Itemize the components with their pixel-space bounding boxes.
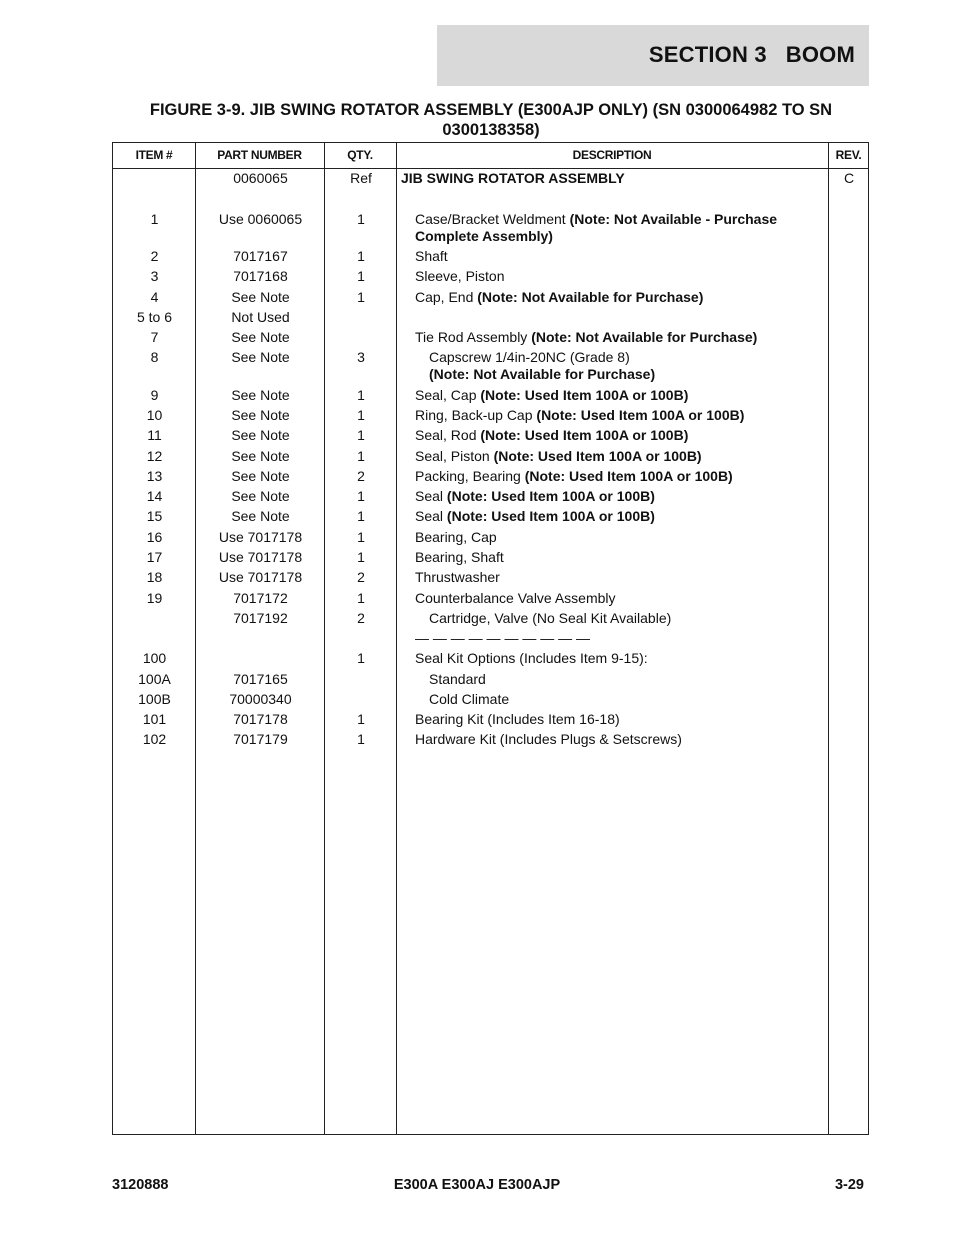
- description: [415, 211, 805, 245]
- description: [415, 711, 855, 728]
- description-text: Case/Bracket Weldment: [415, 211, 570, 227]
- description-note: (Note: Used Item 100A or 100B): [446, 488, 655, 504]
- description: [415, 508, 855, 525]
- quantity: 3: [357, 349, 365, 365]
- description-note: (Note: Used Item 100A or 100B): [493, 448, 702, 464]
- part-number: See Note: [231, 349, 290, 365]
- description: [429, 349, 869, 383]
- footer-models: E300A E300AJ E300AJP: [393, 1177, 561, 1193]
- item-number: 15: [146, 508, 163, 524]
- description-text: Seal: [415, 488, 447, 504]
- part-number: 7017167: [233, 248, 288, 264]
- part-number: See Note: [231, 329, 290, 345]
- quantity: 1: [357, 448, 365, 464]
- description-text: Cap, End: [415, 289, 478, 305]
- part-number: Use 0060065: [218, 211, 303, 227]
- quantity: 1: [357, 529, 365, 545]
- quantity: 1: [357, 268, 365, 284]
- description-text: Seal, Piston: [415, 448, 494, 464]
- description: [415, 468, 855, 485]
- footer-doc-number: 3120888: [112, 1177, 169, 1193]
- description-text: JIB SWING ROTATOR ASSEMBLY: [401, 170, 625, 186]
- part-number: See Note: [231, 488, 290, 504]
- part-number: 7017178: [233, 711, 288, 727]
- quantity: Ref: [350, 170, 372, 186]
- description-note: (Note: Not Available - Purchase Complete Assembly): [415, 211, 778, 244]
- quantity: 2: [357, 468, 365, 484]
- item-number: 14: [146, 488, 163, 504]
- description-text: Hardware Kit (Includes Plugs & Setscrews): [415, 731, 682, 747]
- part-number: See Note: [231, 407, 290, 423]
- item-number: 9: [150, 387, 159, 403]
- section-title: SECTION 3 BOOM: [648, 42, 855, 67]
- part-number: Not Used: [231, 309, 290, 325]
- quantity: 1: [357, 590, 365, 606]
- item-number: 8: [150, 349, 159, 365]
- parts-table: [112, 142, 869, 1135]
- quantity: 2: [357, 569, 365, 585]
- item-number: 19: [146, 590, 163, 606]
- part-number: 7017172: [233, 590, 288, 606]
- description-note: (Note: Used Item 100A or 100B): [536, 407, 745, 423]
- column-header-qty: QTY.: [347, 148, 373, 162]
- description-text: Cold Climate: [429, 691, 510, 707]
- item-number: 100B: [138, 691, 171, 707]
- description: [415, 387, 855, 404]
- description-text: Tie Rod Assembly: [415, 329, 532, 345]
- description: [415, 569, 855, 586]
- column-header-rev: REV.: [835, 148, 862, 162]
- part-number: See Note: [231, 387, 290, 403]
- item-number: 4: [150, 289, 159, 305]
- description-note: (Note: Not Available for Purchase): [477, 289, 704, 305]
- quantity: 1: [357, 211, 365, 227]
- description-text: Cartridge, Valve (No Seal Kit Available): [429, 610, 672, 626]
- column-header-description: DESCRIPTION: [572, 148, 652, 162]
- part-number: See Note: [231, 508, 290, 524]
- part-number: See Note: [231, 448, 290, 464]
- description: [415, 268, 855, 285]
- description: [401, 170, 841, 187]
- item-number: 13: [146, 468, 163, 484]
- item-number: 18: [146, 569, 163, 585]
- item-number: 10: [146, 407, 163, 423]
- quantity: 1: [357, 549, 365, 565]
- item-number: 11: [147, 427, 162, 443]
- description-text: Shaft: [415, 248, 448, 264]
- description-note: (Note: Used Item 100A or 100B): [480, 387, 689, 403]
- header-divider: [113, 168, 868, 169]
- description: [415, 529, 855, 546]
- description-text: Thrustwasher: [415, 569, 500, 585]
- column-header-item: ITEM #: [135, 148, 173, 162]
- description-note: (Note: Not Available for Purchase): [429, 366, 656, 382]
- description: [415, 448, 855, 465]
- description-text: Seal Kit Options (Includes Item 9-15):: [415, 650, 648, 666]
- item-number: 102: [142, 731, 167, 747]
- description: [415, 488, 855, 505]
- description-text: Capscrew 1/4in-20NC (Grade 8): [429, 349, 630, 365]
- description-text: Ring, Back-up Cap: [415, 407, 537, 423]
- description-note: (Note: Used Item 100A or 100B): [480, 427, 689, 443]
- description: [415, 248, 855, 265]
- item-number: 17: [146, 549, 163, 565]
- quantity: 1: [357, 289, 365, 305]
- description: [415, 289, 855, 306]
- part-number: See Note: [231, 427, 290, 443]
- part-number: 0060065: [233, 170, 288, 186]
- item-number: 100: [142, 650, 167, 666]
- description-text: Sleeve, Piston: [415, 268, 505, 284]
- quantity: 2: [357, 610, 365, 626]
- description: [415, 549, 855, 566]
- item-number: 101: [142, 711, 167, 727]
- description: [429, 691, 869, 708]
- item-number: 16: [146, 529, 163, 545]
- quantity: 1: [357, 488, 365, 504]
- quantity: 1: [357, 427, 365, 443]
- quantity: 1: [357, 248, 365, 264]
- part-number: See Note: [231, 468, 290, 484]
- quantity: 1: [357, 387, 365, 403]
- part-number: 70000340: [229, 691, 292, 707]
- section-header-box: [437, 25, 869, 86]
- revision: C: [843, 170, 855, 186]
- description: [415, 407, 855, 424]
- description: [429, 610, 869, 627]
- description-note: (Note: Not Available for Purchase): [531, 329, 758, 345]
- description-text: Counterbalance Valve Assembly: [415, 590, 616, 606]
- quantity: 1: [357, 731, 365, 747]
- description: [415, 329, 855, 346]
- part-number: Use 7017178: [218, 549, 303, 565]
- description-text: Seal, Rod: [415, 427, 481, 443]
- part-number: 7017165: [233, 671, 288, 687]
- description: [415, 630, 855, 647]
- description-text: Standard: [429, 671, 486, 687]
- item-number: 3: [150, 268, 159, 284]
- description: [415, 427, 855, 444]
- item-number: 5 to 6: [136, 309, 173, 325]
- description-text: Bearing, Cap: [415, 529, 497, 545]
- quantity: 1: [357, 650, 365, 666]
- figure-title: FIGURE 3-9. JIB SWING ROTATOR ASSEMBLY (E300AJP ONLY) (SN 0300064982 TO SN 0300138358): [149, 101, 833, 139]
- description: [429, 671, 869, 688]
- item-number: 12: [146, 448, 163, 464]
- part-number: 7017192: [233, 610, 288, 626]
- part-number: See Note: [231, 289, 290, 305]
- description: [415, 731, 855, 748]
- description-text: Seal: [415, 508, 447, 524]
- description-text: Packing, Bearing: [415, 468, 525, 484]
- part-number: Use 7017178: [218, 529, 303, 545]
- item-number: 2: [150, 248, 159, 264]
- description-note: (Note: Used Item 100A or 100B): [524, 468, 733, 484]
- description-text: — — — — — — — — — —: [415, 630, 591, 646]
- quantity: 1: [357, 508, 365, 524]
- description-text: Seal, Cap: [415, 387, 481, 403]
- column-header-part-number: PART NUMBER: [217, 148, 302, 162]
- description-text: Bearing, Shaft: [415, 549, 504, 565]
- item-number: 7: [150, 329, 159, 345]
- part-number: 7017168: [233, 268, 288, 284]
- item-number: 100A: [138, 671, 171, 687]
- quantity: 1: [357, 711, 365, 727]
- part-number: 7017179: [233, 731, 288, 747]
- description-text: Bearing Kit (Includes Item 16-18): [415, 711, 620, 727]
- part-number: Use 7017178: [218, 569, 303, 585]
- quantity: 1: [357, 407, 365, 423]
- description-note: (Note: Used Item 100A or 100B): [446, 508, 655, 524]
- description: [415, 590, 855, 607]
- description: [415, 650, 855, 667]
- item-number: 1: [150, 211, 159, 227]
- footer-page-number: 3-29: [834, 1177, 864, 1193]
